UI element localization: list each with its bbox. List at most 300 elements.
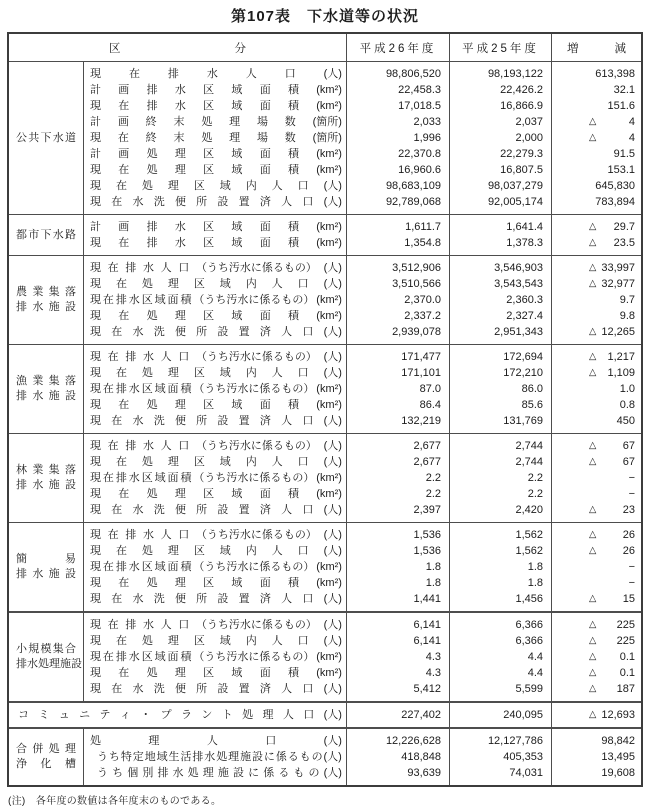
group-label-char: 設: [64, 301, 76, 313]
value-fy26: 3,510,566: [392, 278, 441, 290]
item-label-char: ト: [221, 709, 233, 721]
value-fy26: 171,101: [401, 367, 441, 379]
header-category-char: 分: [234, 42, 246, 55]
item-label-char: 在: [118, 667, 130, 679]
item-label-char: 面: [259, 221, 271, 233]
item-label-char: 現: [90, 415, 101, 427]
group-label-char: 排: [16, 390, 27, 402]
diff-value: 151.6: [607, 100, 635, 112]
item-label: [84, 365, 346, 381]
group-label-char: 林: [16, 464, 27, 476]
item-unit: (人): [323, 529, 342, 541]
item-label-char: 理: [167, 456, 179, 468]
value-diff: [552, 591, 641, 607]
value-column-fy26: [346, 62, 449, 214]
item-label-char: 理: [262, 709, 274, 721]
item-label-char: 末: [173, 116, 185, 128]
item-label: [84, 219, 346, 235]
group-label-char: 水: [52, 131, 64, 144]
item-label-char: 口: [178, 262, 190, 274]
item-label-char: 排: [115, 561, 127, 573]
value-fy25: 6,366: [515, 635, 543, 647]
diff-value: 1,217: [607, 351, 635, 363]
value-column-fy25: [449, 345, 551, 433]
value-diff: [552, 260, 641, 276]
item-label-char: 処: [146, 310, 158, 322]
decrease-triangle-icon: △: [589, 545, 597, 556]
table-section: [9, 344, 641, 433]
item-label-char: 済: [259, 326, 271, 338]
table-body: [9, 62, 641, 785]
value-diff: [552, 749, 641, 765]
item-unit: (km²): [316, 84, 342, 96]
table-section: [9, 727, 641, 785]
group-label-char: 集: [48, 286, 60, 298]
item-label-char: ミ: [38, 709, 50, 721]
item-label-char: 処: [141, 367, 153, 379]
item-label-char: 域: [219, 635, 231, 647]
item-note: （うち汚水に係るもの）: [193, 561, 315, 573]
item-label-char: 口: [297, 456, 309, 468]
item-label-char: 人: [160, 262, 172, 274]
item-label-char: 内: [245, 180, 257, 192]
item-label-char: 現: [90, 651, 101, 663]
item-label-char: 域: [154, 472, 166, 484]
item-label-char: 理: [174, 310, 186, 322]
value-fy25: 85.6: [521, 399, 543, 411]
item-label-char: 域: [231, 221, 243, 233]
group-label-line: [9, 300, 83, 315]
diff-column: [551, 613, 641, 701]
value-column-fy26: [346, 729, 449, 785]
item-label: [84, 162, 346, 178]
item-unit: (km²): [316, 148, 342, 160]
item-label-char: 地: [144, 751, 156, 763]
item-label: [84, 98, 346, 114]
item-label-char: 内: [245, 545, 257, 557]
item-label-char: 現: [90, 100, 101, 112]
item-label-char: ュ: [58, 709, 70, 721]
value-fy26: 16,960.6: [398, 164, 441, 176]
item-label-char: 域: [219, 545, 231, 557]
item-label-char: 人: [281, 683, 293, 695]
diff-value: 67: [622, 440, 635, 452]
item-label-char: 便: [174, 593, 186, 605]
item-label-char: 現: [90, 196, 101, 208]
item-unit: (人): [323, 180, 342, 192]
value-fy25: 3,543,543: [494, 278, 543, 290]
item-label-char: 域: [231, 100, 243, 112]
value-diff: [552, 98, 641, 114]
item-label: [84, 575, 346, 591]
item-label-char: 係: [275, 751, 287, 763]
item-label-char: 水: [132, 593, 144, 605]
group-label-char: 排: [16, 568, 27, 580]
value-fy25: 2,744: [515, 456, 543, 468]
value-diff: [552, 381, 641, 397]
group-label-line: [9, 552, 83, 567]
item-label-char: 人: [271, 635, 283, 647]
item-label-char: 理: [202, 767, 214, 779]
item-label-char: 区: [203, 488, 215, 500]
diff-value: 450: [616, 415, 635, 427]
item-label-char: ィ: [119, 709, 131, 721]
header-category-char: 区: [109, 42, 121, 55]
item-label-char: 面: [259, 310, 271, 322]
item-unit: (km²): [316, 399, 342, 411]
value-fy25: 6,366: [515, 619, 543, 631]
value-fy26: 6,141: [413, 635, 441, 647]
group-label-char: 水: [32, 390, 44, 402]
item-label-char: 在: [118, 100, 130, 112]
item-label-char: 現: [90, 577, 101, 589]
value-fy25: 1,641.4: [506, 221, 543, 233]
item-label-char: に: [263, 751, 275, 763]
diff-value: −: [628, 472, 635, 484]
item-label-char: 口: [303, 709, 315, 721]
item-label-char: 処: [90, 735, 101, 747]
value-fy26: 1,536: [413, 545, 441, 557]
item-label: [84, 130, 346, 146]
value-fy25: 5,599: [515, 683, 543, 695]
item-note: （うち汚水に係るもの）: [193, 651, 315, 663]
item-label-char: 面: [259, 667, 271, 679]
item-label-char: に: [248, 767, 260, 779]
value-column-fy25: [449, 729, 551, 785]
decrease-triangle-icon: △: [589, 237, 597, 248]
item-label: [84, 665, 346, 681]
diff-value: 15: [622, 593, 635, 605]
item-label-char: 設: [217, 415, 229, 427]
value-fy26: 22,370.8: [398, 148, 441, 160]
group-label-char: 施: [48, 479, 60, 491]
item-label: [84, 324, 346, 340]
item-label-char: 排: [115, 651, 127, 663]
diff-value: 9.8: [619, 310, 635, 322]
item-label-char: 水: [132, 196, 144, 208]
item-unit: (人): [323, 635, 342, 647]
value-fy25: 16,866.9: [500, 100, 543, 112]
item-label-char: 現: [90, 68, 101, 80]
diff-column: [551, 523, 641, 611]
item-label-char: 区: [203, 577, 215, 589]
item-label-char: 現: [90, 472, 101, 484]
item-label-char: 水: [132, 683, 144, 695]
item-label-char: 在: [102, 383, 114, 395]
item-label: [84, 146, 346, 162]
value-fy26: 2,939,078: [392, 326, 441, 338]
value-fy26: 2.2: [425, 488, 441, 500]
item-label-char: 設: [217, 593, 229, 605]
value-fy26: 1,536: [413, 529, 441, 541]
value-fy25: 98,037,279: [487, 180, 543, 192]
decrease-triangle-icon: △: [589, 456, 597, 467]
item-label-char: 口: [284, 68, 296, 80]
item-label: [84, 486, 346, 502]
item-label-char: 面: [167, 561, 179, 573]
item-label-char: 口: [178, 440, 190, 452]
item-unit: (km²): [316, 310, 342, 322]
group-label-char: 処: [38, 658, 49, 670]
item-label-char: 域: [154, 294, 166, 306]
item-label-column: [83, 215, 346, 255]
item-label-char: 域: [219, 278, 231, 290]
item-label-char: ニ: [79, 709, 91, 721]
item-label-char: 在: [111, 504, 123, 516]
item-label-char: 処: [242, 709, 254, 721]
item-label-char: 処: [146, 577, 158, 589]
item-label-char: 在: [117, 132, 129, 144]
header-category: [9, 34, 346, 61]
item-label-char: 域: [231, 577, 243, 589]
item-label-char: 人: [271, 278, 283, 290]
value-diff: [552, 66, 641, 82]
item-label-char: 済: [259, 504, 271, 516]
group-label-char: 簡: [16, 553, 27, 565]
group-label-char: 併: [32, 743, 44, 755]
diff-value: 225: [616, 619, 635, 631]
value-fy26: 6,141: [413, 619, 441, 631]
value-fy25: 405,353: [503, 751, 543, 763]
group-label-char: 合: [65, 643, 76, 655]
item-label-char: 積: [287, 100, 299, 112]
item-label-char: 区: [203, 667, 215, 679]
item-label-char: 排: [125, 262, 137, 274]
value-diff: [552, 178, 641, 194]
item-label: [84, 470, 346, 486]
value-fy25: 22,279.3: [500, 148, 543, 160]
decrease-triangle-icon: △: [589, 440, 597, 451]
item-label-char: 所: [196, 593, 208, 605]
item-label-char: 処: [201, 116, 213, 128]
item-unit: (人): [323, 593, 342, 605]
item-label-char: 在: [107, 262, 119, 274]
item-label-char: 洗: [153, 196, 165, 208]
value-fy26: 418,848: [401, 751, 441, 763]
item-label-char: 積: [287, 84, 299, 96]
item-label-char: 現: [90, 383, 101, 395]
item-label-char: 水: [142, 351, 154, 363]
item-label-char: 域: [154, 561, 166, 573]
item-label-char: の: [308, 767, 320, 779]
item-label-char: 積: [287, 310, 299, 322]
item-label: [84, 543, 346, 559]
item-label: [84, 633, 346, 649]
item-unit: (人): [323, 767, 342, 779]
item-label-char: 在: [118, 488, 130, 500]
item-label-char: 所: [196, 415, 208, 427]
diff-value: 33,997: [601, 262, 635, 274]
value-fy25: 172,694: [503, 351, 543, 363]
value-diff: [552, 470, 641, 486]
item-label: [84, 276, 346, 292]
item-label-char: 場: [256, 116, 268, 128]
item-label-char: 現: [90, 456, 101, 468]
item-label-char: 口: [297, 635, 309, 647]
item-unit: (人): [323, 415, 342, 427]
group-label: [9, 613, 83, 701]
value-fy26: 5,412: [413, 683, 441, 695]
item-label-char: 置: [238, 683, 250, 695]
item-label-char: 口: [302, 326, 314, 338]
item-label-char: 域: [219, 456, 231, 468]
item-label-char: 在: [115, 635, 127, 647]
item-label-char: 水: [174, 237, 186, 249]
item-label-char: 現: [90, 545, 101, 557]
item-label-char: 現: [90, 667, 101, 679]
item-label-char: 域: [231, 148, 243, 160]
value-fy26: 2,033: [413, 116, 441, 128]
group-label-char: 都: [16, 228, 27, 241]
item-unit: (人): [323, 619, 342, 631]
item-label-char: 現: [90, 278, 101, 290]
group-label-char: 路: [65, 228, 76, 241]
item-label-char: 区: [141, 472, 153, 484]
item-label-char: 口: [302, 196, 314, 208]
item-label-char: 在: [107, 529, 119, 541]
item-label-char: 終: [145, 132, 157, 144]
group-label: [9, 256, 83, 344]
item-note: （うち汚水に係るもの）: [195, 262, 317, 274]
group-label-line: [9, 463, 83, 478]
group-label-char: 水: [32, 568, 44, 580]
item-label-char: 理: [174, 164, 186, 176]
diff-value: 91.5: [613, 148, 635, 160]
value-diff: [552, 194, 641, 210]
group-label-char: 合: [16, 743, 27, 755]
item-unit: (km²): [316, 237, 342, 249]
value-fy26: 4.3: [425, 651, 441, 663]
item-label-char: 口: [297, 180, 309, 192]
header-diff-char: 増: [567, 42, 579, 55]
item-label-char: 排: [167, 68, 179, 80]
item-label-char: 計: [90, 221, 101, 233]
item-label-char: 在: [102, 561, 114, 573]
item-label-column: [83, 345, 346, 433]
item-label-column: [83, 729, 346, 785]
item-label-char: 排: [146, 237, 158, 249]
group-label-char: 集: [48, 375, 60, 387]
group-label-line: [9, 478, 83, 493]
item-label-char: 置: [238, 593, 250, 605]
value-diff: [552, 617, 641, 633]
item-label-char: ラ: [181, 709, 192, 721]
item-label-char: 積: [180, 651, 192, 663]
group-label-char: 浄: [16, 758, 27, 770]
value-diff: [552, 114, 641, 130]
item-label-char: 在: [102, 472, 114, 484]
table-header: [9, 34, 641, 62]
value-column-fy26: [346, 215, 449, 255]
diff-column: [551, 256, 641, 344]
decrease-triangle-icon: △: [589, 635, 597, 646]
item-unit: (km²): [316, 561, 342, 573]
item-label-char: 区: [193, 278, 205, 290]
item-label: [84, 82, 346, 98]
item-label-char: う: [97, 767, 108, 779]
value-diff: [552, 649, 641, 665]
item-unit: (km²): [316, 164, 342, 176]
item-label-char: 人: [245, 68, 257, 80]
item-label-char: 内: [245, 635, 257, 647]
item-label-char: ち: [108, 751, 120, 763]
header-diff: [551, 34, 641, 61]
value-fy26: 1,441: [413, 593, 441, 605]
value-fy25: 172,210: [503, 367, 543, 379]
diff-value: 12,265: [601, 326, 635, 338]
item-label: [84, 527, 346, 543]
item-label-char: 面: [259, 164, 271, 176]
value-fy25: 131,769: [503, 415, 543, 427]
item-unit: (人): [323, 367, 342, 379]
item-label-char: 済: [259, 196, 271, 208]
value-column-fy25: [449, 703, 551, 727]
item-label-char: 計: [90, 116, 101, 128]
item-label-char: 面: [259, 399, 271, 411]
value-column-fy26: [346, 345, 449, 433]
item-label-char: 積: [287, 667, 299, 679]
decrease-triangle-icon: △: [589, 278, 597, 289]
item-label-char: 積: [287, 488, 299, 500]
header-fy26: 平成26年度: [346, 34, 449, 61]
diff-value: 32,977: [601, 278, 635, 290]
value-diff: [552, 413, 641, 429]
item-label-column: [83, 613, 346, 701]
item-label-char: 水: [132, 415, 144, 427]
value-column-fy26: [346, 256, 449, 344]
value-fy25: 2,360.3: [506, 294, 543, 306]
diff-column: [551, 62, 641, 214]
item-label-char: ン: [201, 709, 213, 721]
item-label-char: 排: [146, 221, 158, 233]
item-label-char: 積: [180, 294, 192, 306]
item-label-char: 処: [146, 667, 158, 679]
item-label: [84, 454, 346, 470]
item-label-char: 人: [160, 440, 172, 452]
group-label-char: 規: [28, 643, 40, 655]
group-label-line: [9, 757, 83, 772]
item-label: [84, 66, 346, 82]
item-label-char: 域: [231, 237, 243, 249]
item-label-char: 積: [180, 383, 192, 395]
group-label-char: 排: [16, 479, 27, 491]
value-fy26: 87.0: [419, 383, 441, 395]
item-label-char: 水: [174, 221, 186, 233]
value-diff: [552, 454, 641, 470]
item-label-char: 区: [203, 310, 215, 322]
item-label-char: 便: [174, 415, 186, 427]
item-label-char: 面: [167, 472, 179, 484]
diff-value: 26: [622, 529, 635, 541]
item-label-char: 積: [287, 577, 299, 589]
item-label-char: 人: [281, 415, 293, 427]
item-label-char: 施: [240, 751, 252, 763]
item-label-char: 設: [217, 683, 229, 695]
item-label-char: 現: [90, 529, 101, 541]
item-label-char: 処: [201, 132, 213, 144]
table-section: [9, 522, 641, 611]
diff-value: 67: [622, 456, 635, 468]
item-label: [9, 707, 346, 723]
diff-value: 1.0: [619, 383, 635, 395]
value-fy25: 1,378.3: [506, 237, 543, 249]
item-label-char: 画: [118, 84, 130, 96]
item-label-char: 設: [217, 196, 229, 208]
item-label-char: 特: [120, 751, 132, 763]
decrease-triangle-icon: △: [589, 351, 597, 362]
item-label-char: 面: [167, 383, 179, 395]
item-label-char: 域: [219, 180, 231, 192]
